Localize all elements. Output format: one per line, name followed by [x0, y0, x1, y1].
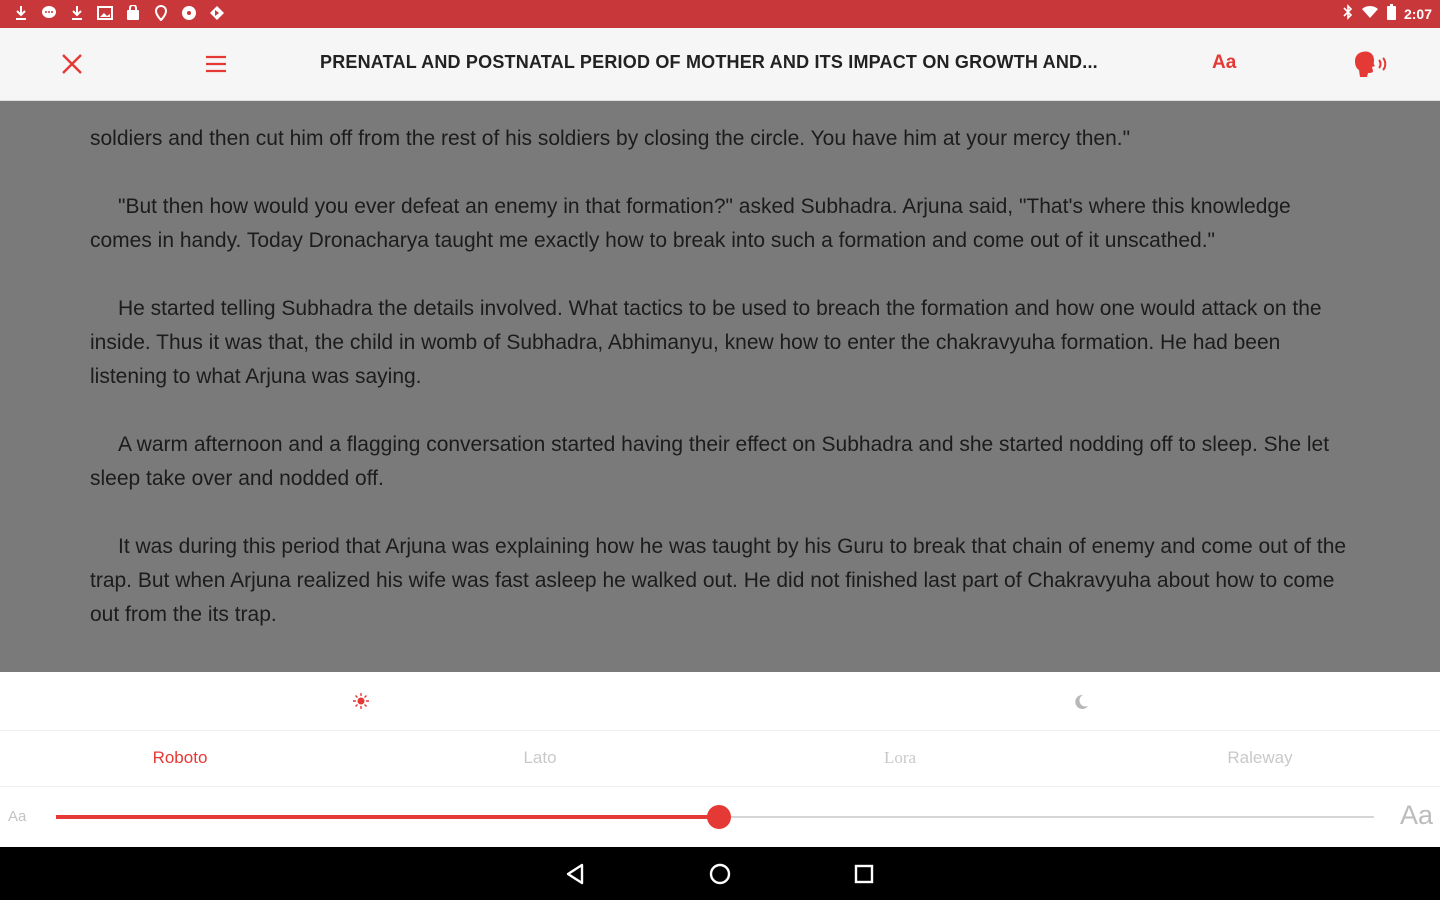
larger-text-label: Aa: [1400, 800, 1434, 830]
day-mode-button[interactable]: [346, 686, 376, 716]
location-icon: [152, 4, 170, 22]
paragraph: A warm afternoon and a flagging conversation started having their effect on Subhadra and she started nodding off to sleep. She let sleep take over and nodded off.: [90, 433, 1330, 490]
system-status: [1343, 4, 1432, 23]
recents-icon: [850, 860, 878, 888]
home-icon: [706, 860, 734, 888]
bluetooth-icon: [1343, 4, 1353, 23]
home-button[interactable]: [706, 860, 734, 888]
font-size-row: [0, 786, 1440, 847]
chat-icon: [40, 4, 58, 22]
paragraph: "But then how would you ever defeat an enemy in that formation?" asked Subhadra. Arjuna said, "That's where this knowledge comes in handy. Today Dronacharya taught me exactly how to break into such a formation and come out of it unscathed.": [90, 195, 1291, 252]
paragraph: It was during this period that Arjuna was explaining how he was taught by his Guru to break that chain of enemy and come out of the trap. But when Arjuna realized his wife was fast asleep he walked out. He did not finished last part of Chakravyuha about how to come out from the its trap.: [90, 535, 1347, 626]
font-settings-button[interactable]: Aa: [1212, 52, 1237, 73]
bag-icon: [124, 4, 142, 22]
play-store-icon: [208, 4, 226, 22]
status-bar: [0, 0, 1440, 28]
reading-pane[interactable]: [0, 28, 1440, 672]
close-button[interactable]: [58, 50, 86, 78]
book-title: PRENATAL AND POSTNATAL PERIOD OF MOTHER AND ITS IMPACT ON GROWTH AND...: [320, 52, 1098, 72]
back-icon: [562, 860, 590, 888]
reader-settings-panel: [0, 672, 1440, 847]
reader-toolbar: [0, 28, 1440, 101]
font-option-lora[interactable]: Lora: [883, 748, 917, 767]
table-of-contents-button[interactable]: [204, 52, 228, 76]
disc-icon: [180, 4, 198, 22]
font-option-raleway[interactable]: Raleway: [1227, 748, 1293, 767]
download-icon: [12, 4, 30, 22]
smaller-text-label: Aa: [8, 808, 27, 825]
clock: 2:07: [1403, 5, 1432, 22]
image-icon: [96, 4, 114, 22]
read-aloud-button[interactable]: [1352, 48, 1390, 80]
back-button[interactable]: [562, 860, 590, 888]
paragraph: soldiers and then cut him off from the rest of his soldiers by closing the circle. You have him at your mercy then.": [90, 127, 1131, 150]
font-family-row: [0, 730, 1440, 787]
speaking-head-icon: [1352, 48, 1390, 80]
font-option-roboto[interactable]: Roboto: [152, 748, 208, 767]
theme-mode-row: [0, 672, 1440, 731]
moon-icon: [1066, 686, 1096, 716]
slider-fill: [56, 815, 719, 819]
paragraph: He started telling Subhadra the details involved. What tactics to be used to breach the formation and how one would attack on the inside. Thus it was that, the child in womb of Subhadra, Abhimanyu, knew how to enter the chakravyuha formation. He had been listening to what Arjuna was saying.: [90, 297, 1322, 388]
navigation-bar: [0, 847, 1440, 900]
sun-icon: [346, 686, 376, 716]
close-icon: [58, 50, 86, 78]
chapter-text: [90, 28, 1355, 666]
menu-icon: [204, 52, 228, 76]
download-icon: [68, 4, 86, 22]
font-option-lato[interactable]: Lato: [523, 748, 557, 767]
battery-icon: [1387, 4, 1396, 23]
notification-icons: [12, 4, 226, 22]
slider-thumb[interactable]: [707, 805, 731, 829]
wifi-icon: [1361, 5, 1379, 22]
recents-button[interactable]: [850, 860, 878, 888]
night-mode-button[interactable]: [1066, 686, 1096, 716]
font-size-slider[interactable]: [56, 816, 1374, 818]
